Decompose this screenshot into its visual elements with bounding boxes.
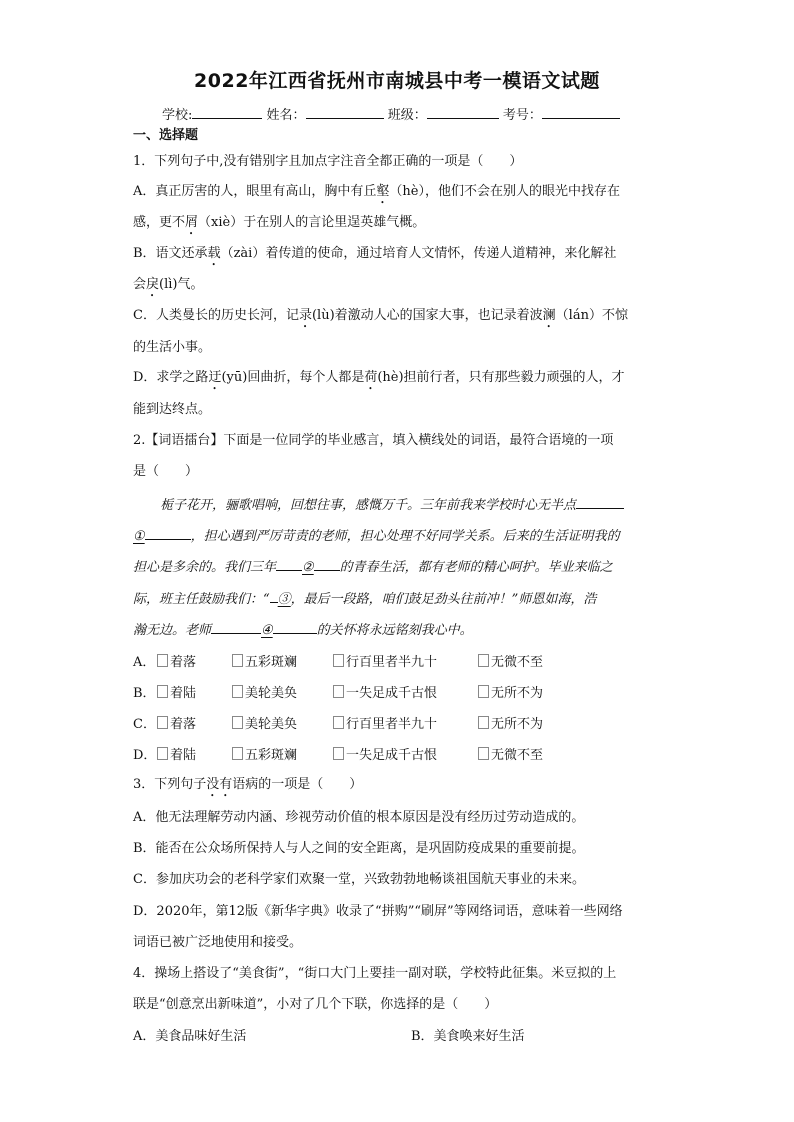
box-icon [333, 716, 344, 729]
box-icon [333, 654, 344, 667]
q1-b-text: B．语文还承 [133, 246, 208, 261]
q4-stem-line1: 4．操场上搭设了“美食街”，“街口大门上要挂一副对联，学校特此征集。米豆拟的上 [133, 966, 617, 981]
q2-blank-4-marker: ④ [261, 623, 273, 638]
q2-blank-1 [145, 527, 191, 540]
q2-blank-2-post [314, 558, 340, 571]
number-label: 考号： [502, 108, 542, 123]
q2-option-letter: A． [133, 655, 156, 670]
q2-choice-1: 着陆 [170, 686, 197, 701]
q2-stem-line1: 2.【词语擂台】下面是一位同学的毕业感言，填入横线处的词语，最符合语境的一项 [133, 433, 614, 448]
q2-choice-3: 一失足成千古恨 [346, 686, 438, 701]
q1-option-b-line2 [133, 273, 204, 300]
q2-choice-4: 无所不为 [491, 717, 544, 732]
q1-stem: 1．下列句子中,没有错别字且加点字注音全都正确的一项是（ ） [133, 154, 523, 169]
q2-blank-2-pre [276, 558, 302, 571]
q2-blank-2-marker: ② [302, 560, 314, 575]
q2-blank-1-marker: ① [133, 529, 145, 544]
q2-choice-4: 无所不为 [491, 686, 544, 701]
number-blank[interactable] [542, 106, 620, 119]
q1-d-text-2: (yū)回曲折，每个人都是 [221, 370, 365, 385]
box-icon [478, 716, 489, 729]
q2-choice-4: 无微不至 [491, 655, 544, 670]
q1-b-dotted-2: 戾 [146, 277, 160, 292]
q2-choice-1: 着落 [170, 655, 197, 670]
box-icon [333, 747, 344, 760]
q3-stem-text: 3．下列句子 [133, 777, 207, 792]
q1-c-dotted-2: 澜 [542, 308, 556, 323]
q2-passage-text-7: 瀚无边。老师 [133, 623, 212, 638]
q2-choice-1: 着落 [170, 717, 197, 732]
q1-a-text-2: （hè），他们不会在别人的眼光中找存在 [389, 184, 620, 199]
box-icon [157, 654, 168, 667]
q3-option-b[interactable]: B．能否在公众场所保持人与人之间的安全距离，是巩固防疫成果的重要前提。 [133, 841, 585, 856]
q2-passage-line5 [133, 619, 473, 638]
q2-option-letter: B． [133, 686, 156, 701]
name-label: 姓名： [266, 108, 306, 123]
q2-blank-4-post [273, 621, 317, 634]
q3-stem-text-2: 语病的一项是（ ） [232, 777, 363, 792]
q2-passage-line2 [133, 525, 620, 544]
q2-option-letter: D． [133, 748, 157, 763]
q2-passage-text-2: ，担心遇到严厉苛责的老师，担心处理不好同学关系。后来的生活证明我的 [190, 529, 620, 544]
box-icon [232, 685, 243, 698]
q1-a-text-4: （xiè）于在别人的言论里逞英雄气概。 [198, 215, 426, 230]
section-heading: 一、选择题 [133, 128, 199, 143]
class-label: 班级： [387, 108, 427, 123]
q2-choice-4: 无微不至 [491, 748, 544, 763]
q2-choice-1: 着陆 [170, 748, 197, 763]
q2-stem-line2: 是（ ） [133, 464, 199, 479]
q1-b-text-4: (lì)气。 [159, 277, 204, 292]
q2-passage-line1 [160, 494, 624, 513]
q2-choice-2: 五彩斑斓 [245, 655, 298, 670]
q1-c-text: C．人类曼长的历史长河，记 [133, 308, 299, 323]
name-blank[interactable] [306, 106, 384, 119]
q1-option-b-line1 [133, 242, 616, 269]
q2-blank-3-pre [270, 590, 278, 603]
box-icon [478, 685, 489, 698]
q2-choice-2: 美轮美奂 [245, 686, 298, 701]
q2-passage-text-5: 际，班主任鼓励我们：“ [133, 592, 270, 607]
q2-passage-line4 [133, 588, 596, 607]
q1-d-dotted: 迂 [208, 370, 222, 385]
box-icon [232, 747, 243, 760]
page-title: 2022年江西省抚州市南城县中考一模语文试题 [194, 70, 600, 92]
school-blank[interactable] [192, 106, 262, 119]
q3-stem-dotted: 没有 [206, 777, 233, 792]
q1-a-text-3: 感，更不 [133, 215, 186, 230]
q1-c-text-3: （lán）不惊 [555, 308, 628, 323]
q2-blank-4-pre [211, 621, 261, 634]
q1-option-c-line1 [133, 304, 628, 331]
student-info-line [162, 104, 620, 123]
q2-blank-3-marker: ③ [277, 592, 291, 607]
q1-d-text: D．求学之路 [133, 370, 209, 385]
box-icon [478, 747, 489, 760]
q1-a-dotted-2: 屑 [185, 215, 199, 230]
box-icon [157, 716, 168, 729]
q1-a-dotted: 壑 [376, 184, 390, 199]
box-icon [478, 654, 489, 667]
q1-c-dotted: 录 [298, 308, 312, 323]
school-label: 学校: [162, 108, 193, 123]
q4-stem-line2: 联是“创意烹出新味道”，小对了几个下联，你选择的是（ ） [133, 997, 498, 1012]
q1-option-a-line2 [133, 211, 425, 238]
q1-option-d-line2: 能到达终点。 [133, 402, 212, 417]
q2-passage-text-4: 的青春生活，都有老师的精心呵护。毕业来临之 [339, 560, 613, 575]
q2-choice-3: 行百里者半九十 [346, 655, 438, 670]
q3-stem [133, 773, 362, 800]
q1-c-text-2: (lù)着激动人心的国家大事，也记录着波 [311, 308, 543, 323]
q2-passage-text-8: 的关怀将永远铭刻我心中。 [316, 623, 473, 638]
q3-option-a[interactable]: A．他无法理解劳动内涵、珍视劳动价值的根本原因是没有经历过劳动造成的。 [133, 810, 585, 825]
q1-d-text-3: (hè)担前行者，只有那些毅力顽强的人，才 [377, 370, 625, 385]
q1-b-text-3: 会 [133, 277, 147, 292]
class-blank[interactable] [427, 106, 499, 119]
q2-passage-line3 [133, 556, 613, 575]
q1-a-text: A．真正厉害的人，眼里有高山，胸中有丘 [133, 184, 377, 199]
q4-option-b[interactable]: B．美食唤来好生活 [411, 1029, 525, 1044]
q3-option-d-line1[interactable]: D．2020年，第12版《新华字典》收录了“拼购”“刷屏”等网络词语，意味着一些网络 [133, 904, 623, 919]
box-icon [157, 685, 168, 698]
q2-choice-2: 五彩斑斓 [245, 748, 298, 763]
q2-choice-3: 一失足成千古恨 [346, 748, 438, 763]
q2-option-letter: C． [133, 717, 156, 732]
q1-option-c-line2: 的生活小事。 [133, 340, 212, 355]
q4-option-a[interactable]: A．美食品味好生活 [133, 1029, 247, 1044]
q1-b-dotted: 载 [207, 246, 221, 261]
q2-passage-text-6: ，最后一段路，咱们鼓足劲头往前冲！”师恩如海，浩 [290, 592, 597, 607]
box-icon [232, 654, 243, 667]
q2-choice-3: 行百里者半九十 [346, 717, 438, 732]
box-icon [333, 685, 344, 698]
q2-blank-1-start [576, 496, 624, 509]
q2-passage-text-3: 担心是多余的。我们三年 [133, 560, 277, 575]
q1-d-dotted-2: 荷 [364, 370, 378, 385]
q2-choice-2: 美轮美奂 [245, 717, 298, 732]
q3-option-d-line2: 词语已被广泛地使用和接受。 [133, 935, 303, 950]
box-icon [232, 716, 243, 729]
q1-option-d-line1 [133, 366, 625, 393]
q1-option-a-line1 [133, 180, 620, 207]
q1-b-text-2: （zài）着传道的使命，通过培育人文情怀，传递人道精神，来化解社 [220, 246, 617, 261]
q3-option-c[interactable]: C．参加庆功会的老科学家们欢聚一堂，兴致勃勃地畅谈祖国航天事业的未来。 [133, 872, 585, 887]
q2-passage-text: 栀子花开，骊歌唱响，回想往事，感慨万千。三年前我来学校时心无半点 [160, 498, 577, 513]
box-icon [157, 747, 168, 760]
